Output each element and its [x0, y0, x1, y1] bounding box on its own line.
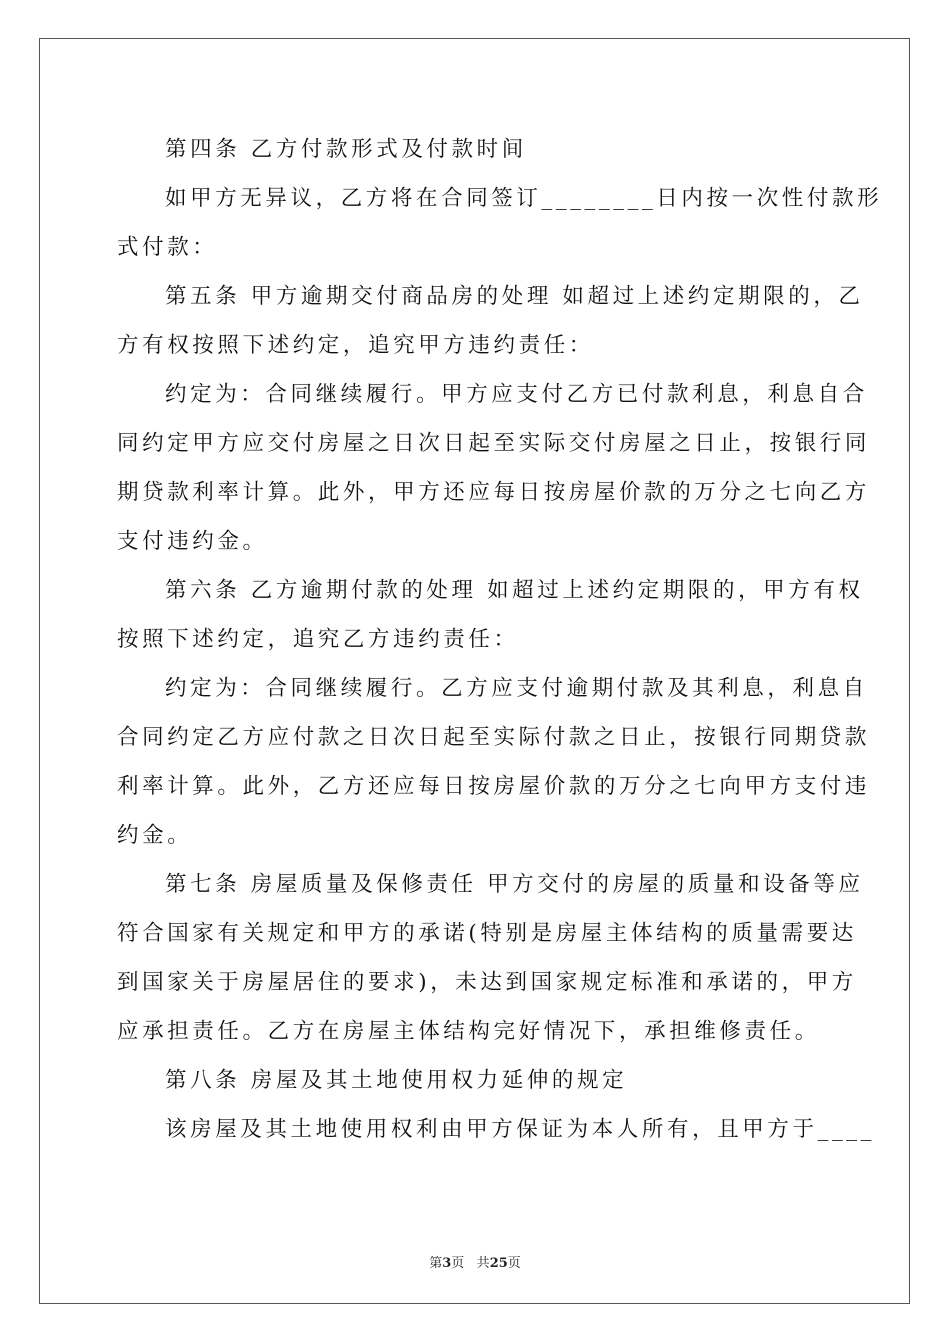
- paragraph-line: 该房屋及其土地使用权利由甲方保证为本人所有，且甲方于____: [165, 1117, 876, 1142]
- paragraph-line: 约定为：合同继续履行。乙方应支付逾期付款及其利息，利息自: [165, 676, 868, 701]
- total-suffix: 页: [507, 1256, 521, 1271]
- paragraph-line: 到国家关于房屋居住的要求)，未达到国家规定标准和承诺的，甲方: [117, 970, 857, 995]
- article-8-heading: 第八条 房屋及其土地使用权力延伸的规定: [165, 1068, 628, 1093]
- page-number-current: 3: [442, 1256, 452, 1271]
- paragraph-line: 按照下述约定，追究乙方违约责任：: [117, 627, 519, 652]
- paragraph-line: 期贷款利率计算。此外，甲方还应每日按房屋价款的万分之七向乙方: [117, 480, 871, 505]
- paragraph-line: 如甲方无异议，乙方将在合同签订________日内按一次性付款形: [165, 186, 883, 211]
- paragraph-line: 式付款：: [117, 235, 218, 260]
- page-prefix: 第: [429, 1256, 443, 1271]
- document-body: [117, 125, 883, 1154]
- page-suffix: 页: [451, 1256, 465, 1271]
- paragraph-line: 符合国家有关规定和甲方的承诺(特别是房屋主体结构的质量需要达: [117, 921, 857, 946]
- paragraph-line: 约定为：合同继续履行。甲方应支付乙方已付款利息，利息自合: [165, 382, 868, 407]
- paragraph-line: 支付违约金。: [117, 529, 268, 554]
- page-number-total: 25: [489, 1256, 508, 1271]
- article-7-heading: 第七条 房屋质量及保修责任 甲方交付的房屋的质量和设备等应: [165, 872, 864, 897]
- paragraph-line: 方有权按照下述约定，追究甲方违约责任：: [117, 333, 594, 358]
- paragraph-line: 同约定甲方应交付房屋之日次日起至实际交付房屋之日止，按银行同: [117, 431, 871, 456]
- paragraph-line: 约金。: [117, 823, 193, 848]
- page-footer: [0, 1252, 950, 1271]
- article-4-heading: 第四条 乙方付款形式及付款时间: [165, 137, 527, 162]
- paragraph-line: 应承担责任。乙方在房屋主体结构完好情况下，承担维修责任。: [117, 1019, 820, 1044]
- article-6-heading: 第六条 乙方逾期付款的处理 如超过上述约定期限的，甲方有权: [165, 578, 864, 603]
- total-prefix: 共: [476, 1256, 490, 1271]
- article-5-heading: 第五条 甲方逾期交付商品房的处理 如超过上述约定期限的，乙: [165, 284, 864, 309]
- paragraph-line: 利率计算。此外，乙方还应每日按房屋价款的万分之七向甲方支付违: [117, 774, 871, 799]
- paragraph-line: 合同约定乙方应付款之日次日起至实际付款之日止，按银行同期贷款: [117, 725, 871, 750]
